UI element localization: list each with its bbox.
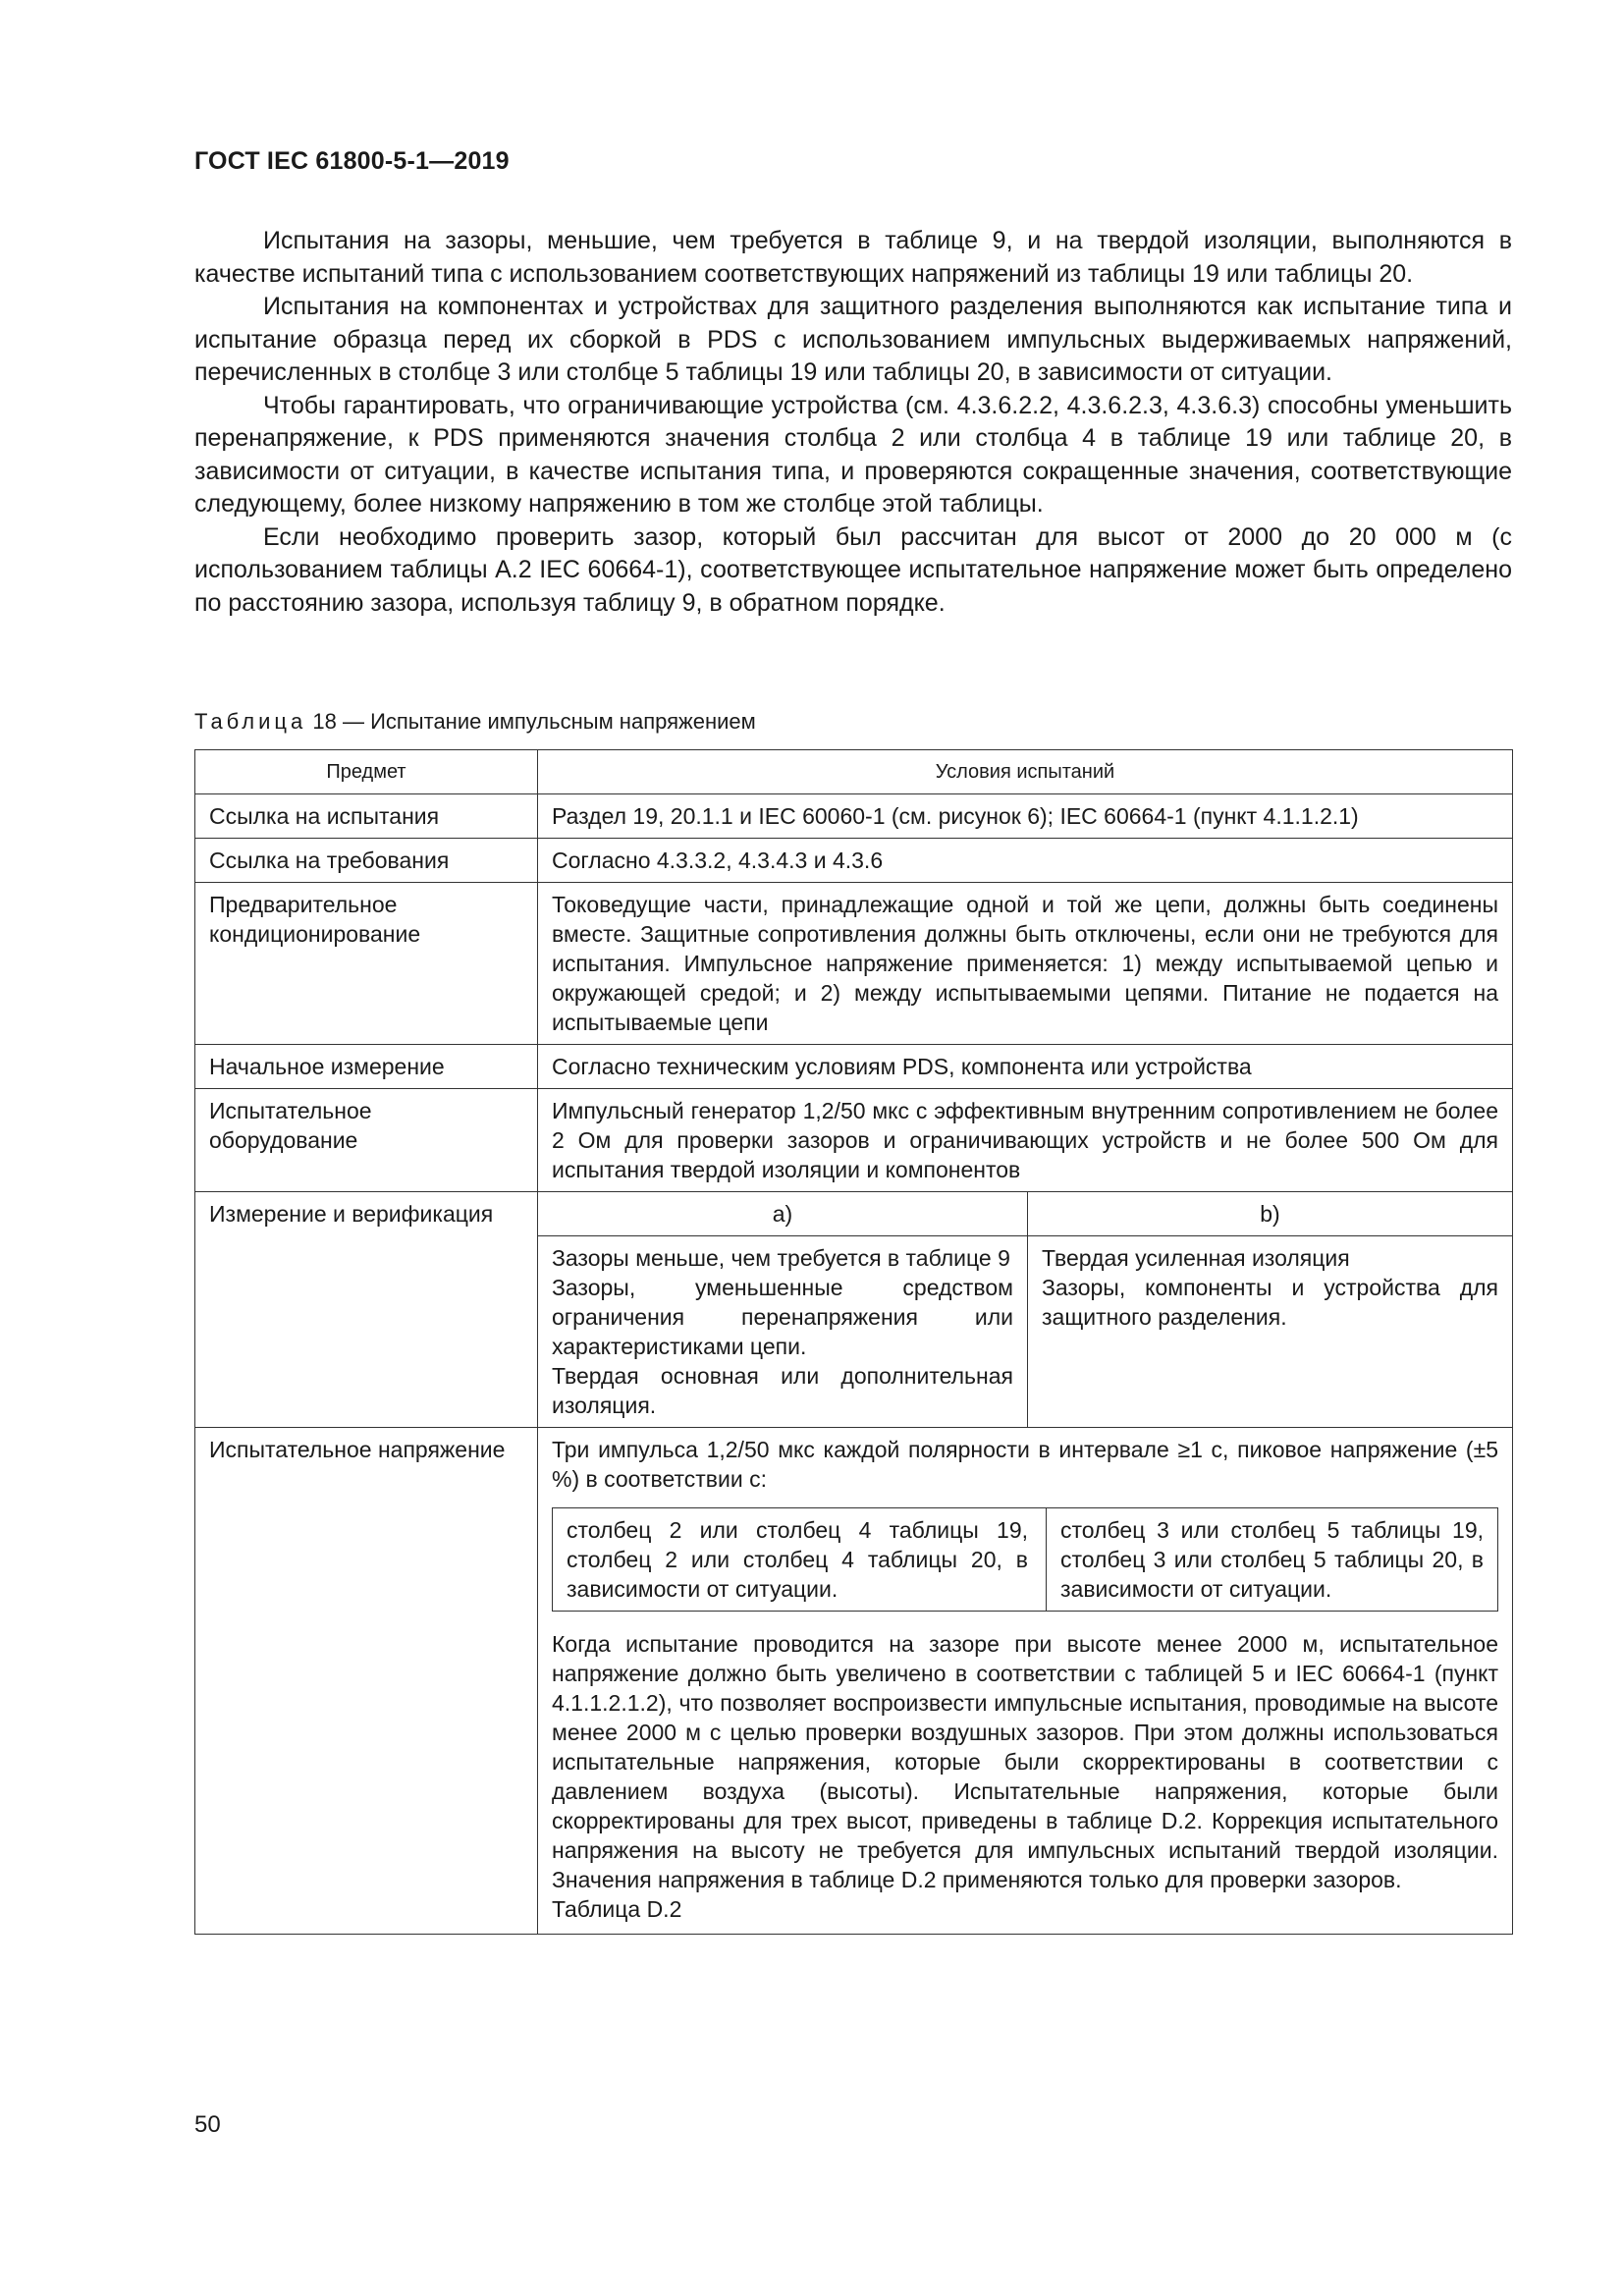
paragraph: Испытания на зазоры, меньшие, чем требуется в таблице 9, и на твердой изоляции, выполняются в качестве испытаний типа с использованием соответствующих напряжений из таблицы 19 или таблицы 20. (194, 227, 1512, 288)
measure-a-line: Зазоры меньше, чем требуется в таблице 9 (552, 1245, 1010, 1271)
table-caption-text: 18 — Испытание импульсным напряжением (306, 709, 756, 734)
col-a-header: a) (538, 1192, 1028, 1236)
row-value: Токоведущие части, принадлежащие одной и той же цепи, должны быть соединены вместе. Защитные сопротивления должны быть отключены, если они не требуются для испытания. Импульсное напряжение применяется: 1) между испытываемой цепью и окружающей средой; и 2) между испытываемыми цепями. Питание не подается на испытываемые цепи (538, 883, 1513, 1045)
row-label: Испытательное напряжение (195, 1428, 538, 1935)
col-b-header: b) (1028, 1192, 1513, 1236)
row-label: Испытательное оборудование (195, 1089, 538, 1192)
impulse-test-table (194, 749, 1513, 1935)
measure-a-line: Зазоры, уменьшенные средством ограничения перенапряжения или характеристиками цепи. (552, 1275, 1013, 1359)
table-header-row (195, 750, 1513, 794)
table-row (195, 1045, 1513, 1089)
row-label: Измерение и верификация (195, 1192, 538, 1428)
paragraph: Испытания на компонентах и устройствах для защитного разделения выполняются как испытание типа и испытание образца перед их сборкой в PDS с использованием импульсных выдерживаемых напряжений, перечисленных в столбце 3 или столбце 5 таблицы 19 или таблицы 20, в зависимости от ситуации. (194, 293, 1512, 386)
paragraph: Чтобы гарантировать, что ограничивающие устройства (см. 4.3.6.2.2, 4.3.6.2.3, 4.3.6.3) способны уменьшить перенапряжение, к PDS применяются значения столбца 2 или столбца 4 в таблице 19 или таблице 20, в зависимости от ситуации, в качестве испытания типа, и проверяются сокращенные значения, соответствующие следующему, более низкому напряжению в том же столбце этой таблицы. (194, 391, 1512, 518)
voltage-note-ref: Таблица D.2 (552, 1896, 682, 1922)
row-value: Согласно техническим условиям PDS, компонента или устройства (538, 1045, 1513, 1089)
table-caption (194, 709, 756, 735)
row-label: Ссылка на требования (195, 839, 538, 883)
measure-a-line: Твердая основная или дополнительная изоляция. (552, 1363, 1013, 1418)
measure-col-a (538, 1236, 1028, 1428)
table-row (195, 1428, 1513, 1935)
col-header-subject: Предмет (195, 750, 538, 794)
voltage-note: Когда испытание проводится на зазоре при высоте менее 2000 м, испытательное напряжение должно быть увеличено в соответствии с таблицей 5 и IEC 60664-1 (пункт 4.1.1.2.1.2), что позволяет воспроизвести импульсные испытания, проводимые на высоте менее 2000 м с целью проверки воздушных зазоров. При этом должны использоваться испытательные напряжения, которые были скорректированы в соответствии с давлением воздуха (высоты). Испытательные напряжения, которые были скорректированы для трех высот, приведены в таблице D.2. Коррекция испытательного напряжения на высоту не требуется для импульсных испытаний твердой изоляции. Значения напряжения в таблице D.2 применяются только для проверки зазоров. (552, 1631, 1498, 1892)
table-row (195, 839, 1513, 883)
paragraph: Если необходимо проверить зазор, который был рассчитан для высот от 2000 до 20 000 м (с использованием таблицы А.2 IEC 60664-1), соответствующее испытательное напряжение может быть определено по расстоянию зазора, используя таблицу 9, в обратном порядке. (194, 522, 1512, 617)
table-row (195, 1089, 1513, 1192)
page-number: 50 (194, 2111, 221, 2138)
voltage-col-a: столбец 2 или столбец 4 таблицы 19, столбец 2 или столбец 4 таблицы 20, в зависимости от ситуации. (553, 1508, 1047, 1612)
document-header: ГОСТ IEC 61800-5-1—2019 (194, 147, 510, 175)
row-label: Предварительное кондиционирование (195, 883, 538, 1045)
voltage-col-b: столбец 3 или столбец 5 таблицы 19, столбец 3 или столбец 5 таблицы 20, в зависимости от ситуации. (1047, 1508, 1498, 1612)
row-value: Согласно 4.3.3.2, 4.3.4.3 и 4.3.6 (538, 839, 1513, 883)
voltage-columns (552, 1507, 1498, 1612)
measure-b-line: Твердая усиленная изоляция (1042, 1245, 1350, 1271)
table-row (195, 794, 1513, 839)
row-label: Ссылка на испытания (195, 794, 538, 839)
measure-col-b (1028, 1236, 1513, 1428)
table-row (195, 1192, 1513, 1236)
table-caption-label: Таблица (194, 709, 307, 734)
row-value: Раздел 19, 20.1.1 и IEC 60060-1 (см. рисунок 6); IEC 60664-1 (пункт 4.1.1.2.1) (538, 794, 1513, 839)
col-header-conditions: Условия испытаний (538, 750, 1513, 794)
voltage-cell (538, 1428, 1513, 1935)
voltage-intro: Три импульса 1,2/50 мкс каждой полярности в интервале ≥1 с, пиковое напряжение (±5 %) в соответствии с: (552, 1437, 1498, 1492)
measure-b-line: Зазоры, компоненты и устройства для защитного разделения. (1042, 1275, 1498, 1330)
table-row (195, 883, 1513, 1045)
body-text (194, 225, 1512, 620)
row-label: Начальное измерение (195, 1045, 538, 1089)
row-value: Импульсный генератор 1,2/50 мкс с эффективным внутренним сопротивлением не более 2 Ом для проверки зазоров и ограничивающих устройств и не более 500 Ом для испытания твердой изоляции и компонентов (538, 1089, 1513, 1192)
